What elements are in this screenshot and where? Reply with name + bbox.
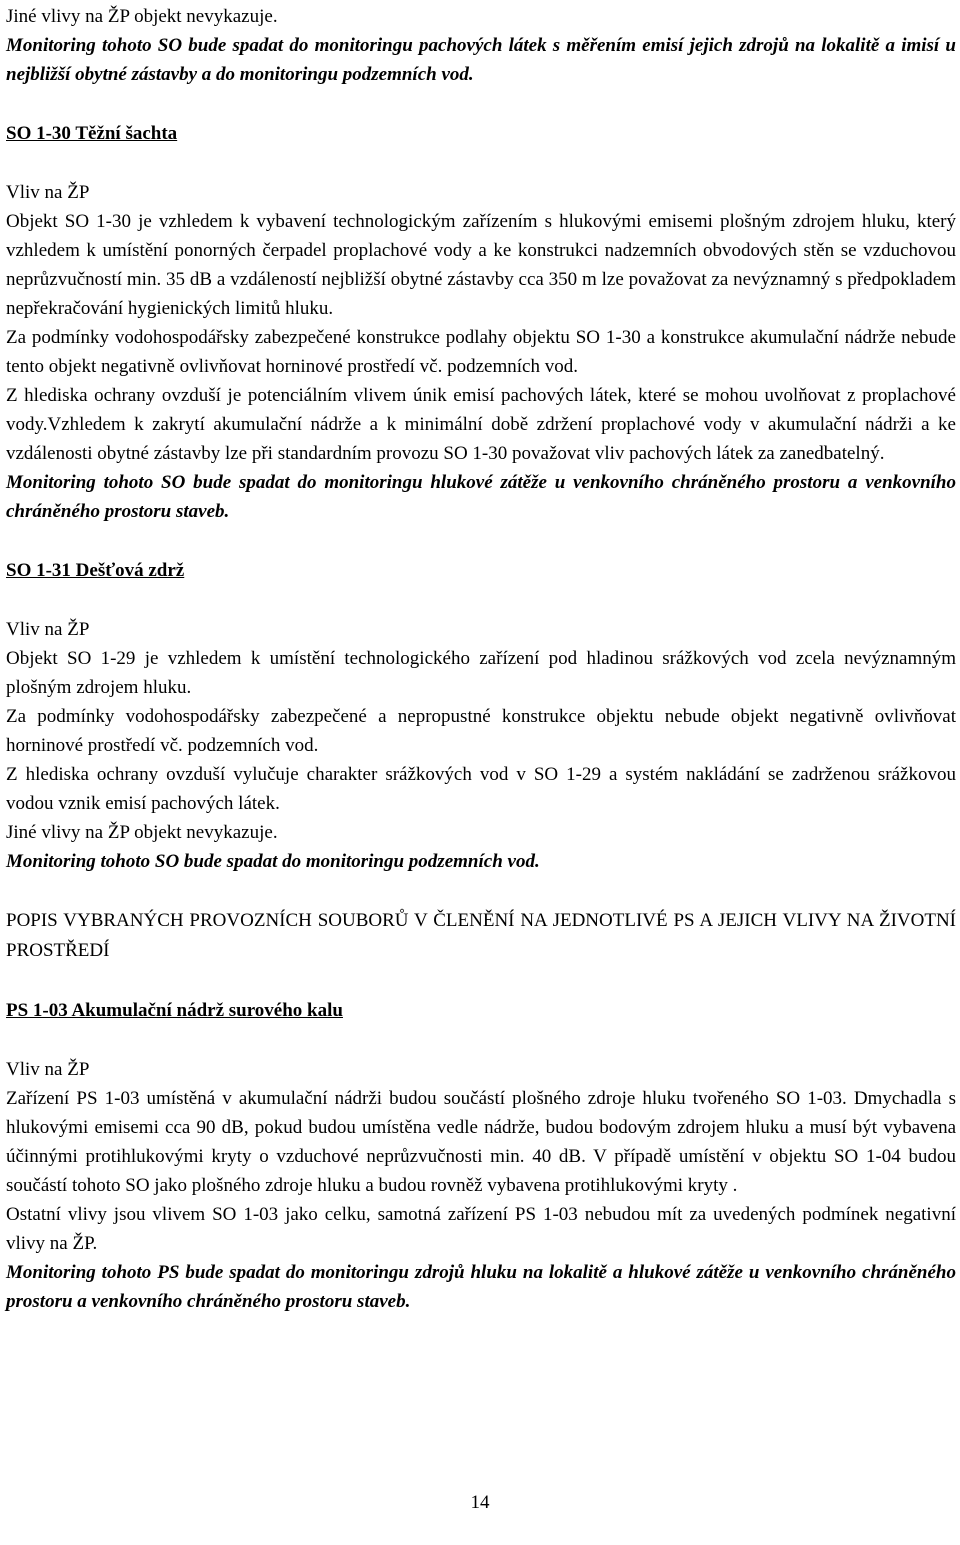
paragraph-so-1-31-noise: Objekt SO 1-29 je vzhledem k umístění technologického zařízení pod hladinou srážkových vod zcela nevýznamným plošným zdrojem hluku. (6, 648, 956, 698)
paragraph-so-1-31-water: Za podmínky vodohospodářsky zabezpečené a nepropustné konstrukce objektu nebude objekt negativně ovlivňovat horninové prostředí vč. podzemních vod. (6, 706, 956, 756)
paragraph-ps-1-03-other: Ostatní vlivy jsou vlivem SO 1-03 jako celku, samotná zařízení PS 1-03 nebudou mít za uvedených podmínek negativní vlivy na ŽP. (6, 1204, 956, 1254)
paragraph-ps-1-03-noise: Zařízení PS 1-03 umístěná v akumulační nádrži budou součástí plošného zdroje hluku tvořeného SO 1-03. Dmychadla s hlukovými emisemi cca 90 dB, pokud budou umístěna vedle nádrže, budou bodovým zdrojem hluku a musí být vybavena účinnými protihlukovými kryty o vzduchové neprůzvučnosti min. 40 dB. V případě umístění v objektu SO 1-04 budou součástí tohoto SO jako plošného zdroje hluku a budou rovněž vybavena protihlukovými kryty . (6, 1088, 956, 1196)
spacer (6, 966, 956, 996)
subheading-vliv-ps-1-03: Vliv na ŽP (6, 1059, 90, 1080)
paragraph-so-1-30-noise: Objekt SO 1-30 je vzhledem k vybavení technologickým zařízením s hlukovými emisemi plošným zdrojem hluku, který vzhledem k umístění ponorných čerpadel proplachové vody a ke konstrukci nadzemních obvodových stěn se vzduchovou neprůzvučností min. 35 dB a vzdáleností nejbližší obytné zástavby cca 350 m lze považovat za nevýznamný s předpokladem nepřekračování hygienických limitů hluku. (6, 211, 956, 319)
spacer (6, 148, 956, 178)
monitoring-so-1-30: Monitoring tohoto SO bude spadat do monitoringu hlukové zátěže u venkovního chráněného prostoru a venkovního chráněného prostoru staveb. (6, 472, 956, 522)
intro-text: Jiné vlivy na ŽP objekt nevykazuje. (6, 6, 278, 27)
monitoring-so-1-31: Monitoring tohoto SO bude spadat do monitoringu podzemních vod. (6, 851, 540, 872)
paragraph-so-1-31-air: Z hlediska ochrany ovzduší vylučuje charakter srážkových vod v SO 1-29 a systém nakládání se zadrženou srážkovou vodou vznik emisí pachových látek. (6, 764, 956, 814)
paragraph-so-1-30-water: Za podmínky vodohospodářsky zabezpečené konstrukce podlahy objektu SO 1-30 a konstrukce akumulační nádrže nebude tento objekt negativně ovlivňovat horninové prostředí vč. podzemních vod. (6, 327, 956, 377)
paragraph-so-1-31-other: Jiné vlivy na ŽP objekt nevykazuje. (6, 822, 278, 843)
heading-ps-1-03: PS 1-03 Akumulační nádrž surového kalu (6, 1000, 343, 1021)
subheading-vliv-so-1-30: Vliv na ŽP (6, 182, 90, 203)
paragraph-so-1-30-air: Z hlediska ochrany ovzduší je potenciálním vlivem únik emisí pachových látek, které se mohou uvolňovat z proplachové vody.Vzhledem k zakrytí akumulační nádrže a k minimální době zdržení proplachové vody v akumulační nádrži a ke vzdálenosti obytné zástavby lze při standardním provozu SO 1-30 považovat vliv pachových látek za zanedbatelný. (6, 385, 956, 464)
heading-so-1-31: SO 1-31 Dešťová zdrž (6, 560, 185, 581)
intro-monitoring: Monitoring tohoto SO bude spadat do monitoringu pachových látek s měřením emisí jejich zdrojů na lokalitě a imisí u nejbližší obytné zástavby a do monitoringu podzemních vod. (6, 35, 956, 85)
page-number: 14 (470, 1492, 490, 1513)
heading-so-1-30: SO 1-30 Těžní šachta (6, 123, 178, 144)
section-title: POPIS VYBRANÝCH PROVOZNÍCH SOUBORŮ V ČLENĚNÍ NA JEDNOTLIVÉ PS A JEJICH VLIVY NA ŽIVOTNÍ PROSTŘEDÍ (6, 910, 956, 961)
spacer (6, 585, 956, 615)
spacer (6, 89, 956, 119)
spacer (6, 1025, 956, 1055)
document-page (6, 2, 956, 1316)
monitoring-ps-1-03: Monitoring tohoto PS bude spadat do monitoringu zdrojů hluku na lokalitě a hlukové zátěže u venkovního chráněného prostoru a venkovního chráněného prostoru staveb. (6, 1262, 956, 1312)
spacer (6, 526, 956, 556)
spacer (6, 876, 956, 906)
subheading-vliv-so-1-31: Vliv na ŽP (6, 619, 90, 640)
